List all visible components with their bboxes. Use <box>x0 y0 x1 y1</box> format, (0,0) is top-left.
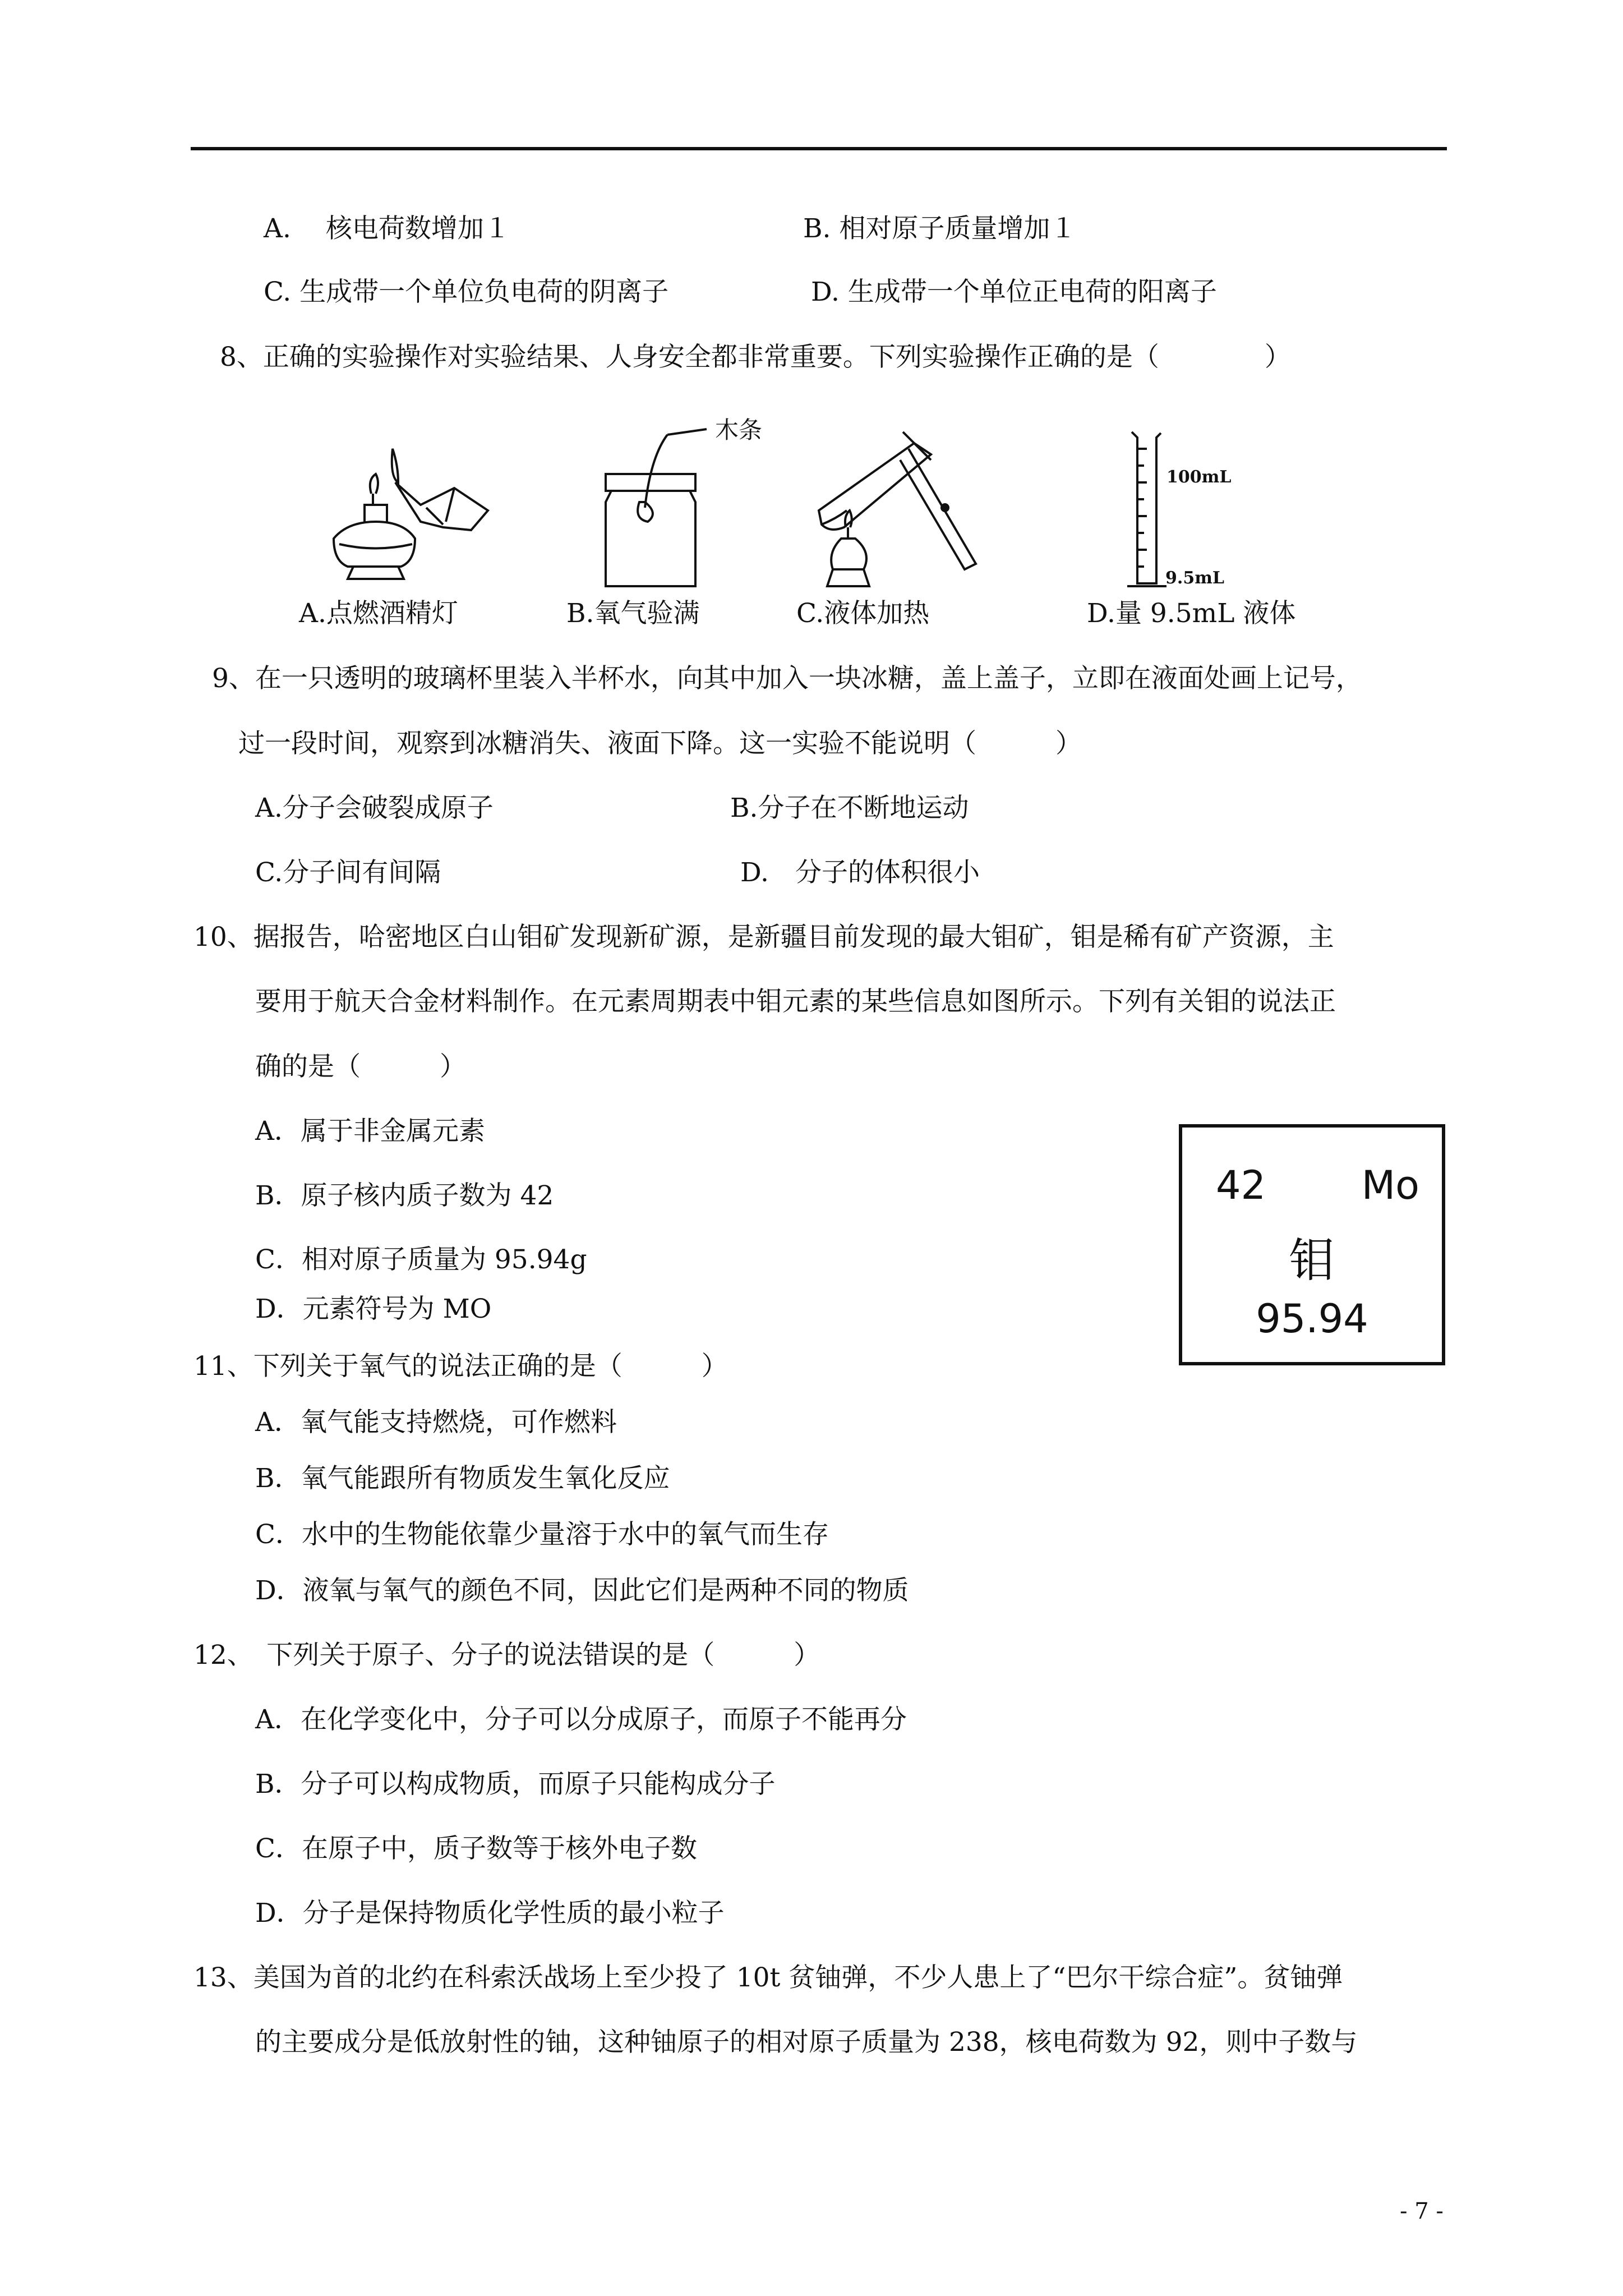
q12-option-a: A．在化学变化中，分子可以分成原子，而原子不能再分 <box>255 1704 907 1735</box>
q10-stem-line1: 10、据报告，哈密地区白山钼矿发现新矿源，是新疆目前发现的最大钼矿，钼是稀有矿产资源，主 <box>193 922 1334 953</box>
q8-option-c: C.液体加热 <box>796 598 930 629</box>
q8-option-d: D.量 9.5mL 液体 <box>1087 598 1296 629</box>
q9-option-d: D. 分子的体积很小 <box>740 857 980 888</box>
q12-stem: 12、 下列关于原子、分子的说法错误的是（ ） <box>193 1640 820 1671</box>
q10-option-b: B．原子核内质子数为 42 <box>255 1180 554 1211</box>
q9-option-b: B.分子在不断地运动 <box>730 793 969 823</box>
page-number: - 7 - <box>1400 2198 1444 2224</box>
atomic-number: 42 <box>1216 1162 1266 1208</box>
q8-stem: 8、正确的实验操作对实验结果、人身安全都非常重要。下列实验操作正确的是（ ） <box>220 342 1291 372</box>
figure-oxygen-check <box>589 416 763 597</box>
q11-option-c: C．水中的生物能依靠少量溶于水中的氧气而生存 <box>255 1519 829 1550</box>
cylinder-100ml-label: 100mL <box>1166 467 1232 487</box>
q10-option-a: A．属于非金属元素 <box>255 1116 485 1147</box>
q7-option-d: D. 生成带一个单位正电荷的阳离子 <box>811 277 1217 307</box>
wood-splint-label: 木条 <box>715 416 763 444</box>
q12-option-b: B．分子可以构成物质，而原子只能构成分子 <box>255 1769 776 1800</box>
q10-stem-line2: 要用于航天合金材料制作。在元素周期表中钼元素的某些信息如图所示。下列有关钼的说法正 <box>255 986 1336 1017</box>
q7-option-a: A. 核电荷数增加１ <box>264 213 510 244</box>
element-tile-molybdenum <box>1179 1124 1445 1365</box>
q7-option-c: C. 生成带一个单位负电荷的阴离子 <box>264 277 669 307</box>
q8-option-a: A.点燃酒精灯 <box>299 598 458 629</box>
q13-stem-line1: 13、美国为首的北约在科索沃战场上至少投了 10t 贫铀弹，不少人患上了“巴尔干综合症”。贫铀弹 <box>193 1962 1343 1993</box>
q11-stem: 11、下列关于氧气的说法正确的是（ ） <box>193 1351 728 1382</box>
element-symbol: Mo <box>1361 1162 1419 1208</box>
figure-light-alcohol-lamp <box>314 426 505 595</box>
figure-graduated-cylinder <box>1116 426 1262 595</box>
q12-option-c: C．在原子中，质子数等于核外电子数 <box>255 1833 697 1864</box>
q11-option-b: B．氧气能跟所有物质发生氧化反应 <box>255 1463 670 1494</box>
q9-stem-line2: 过一段时间，观察到冰糖消失、液面下降。这一实验不能说明（ ） <box>238 728 1082 759</box>
atomic-mass: 95.94 <box>1256 1296 1368 1342</box>
q9-stem-line1: 9、在一只透明的玻璃杯里装入半杯水，向其中加入一块冰糖，盖上盖子，立即在液面处画上记号， <box>212 663 1362 694</box>
q11-option-d: D．液氧与氧气的颜色不同，因此它们是两种不同的物质 <box>255 1575 909 1606</box>
q12-option-d: D．分子是保持物质化学性质的最小粒子 <box>255 1898 725 1929</box>
q9-option-a: A.分子会破裂成原子 <box>255 793 494 823</box>
header-rule <box>191 147 1447 150</box>
q9-option-c: C.分子间有间隔 <box>255 857 441 888</box>
q10-option-c: C．相对原子质量为 95.94g <box>255 1244 587 1275</box>
q8-option-b: B.氧气验满 <box>566 598 700 629</box>
cylinder-9-5ml-label: 9.5mL <box>1165 568 1225 588</box>
q10-option-d: D．元素符号为 MO <box>255 1294 492 1324</box>
q10-stem-line3: 确的是（ ） <box>255 1051 466 1082</box>
q13-stem-line2: 的主要成分是低放射性的铀，这种铀原子的相对原子质量为 238，核电荷数为 92，则中子数与 <box>255 2027 1358 2058</box>
element-name: 钼 <box>1289 1234 1335 1287</box>
q11-option-a: A．氧气能支持燃烧，可作燃料 <box>255 1407 617 1438</box>
figure-heat-liquid <box>802 426 993 595</box>
q7-option-b: B. 相对原子质量增加１ <box>803 213 1077 244</box>
